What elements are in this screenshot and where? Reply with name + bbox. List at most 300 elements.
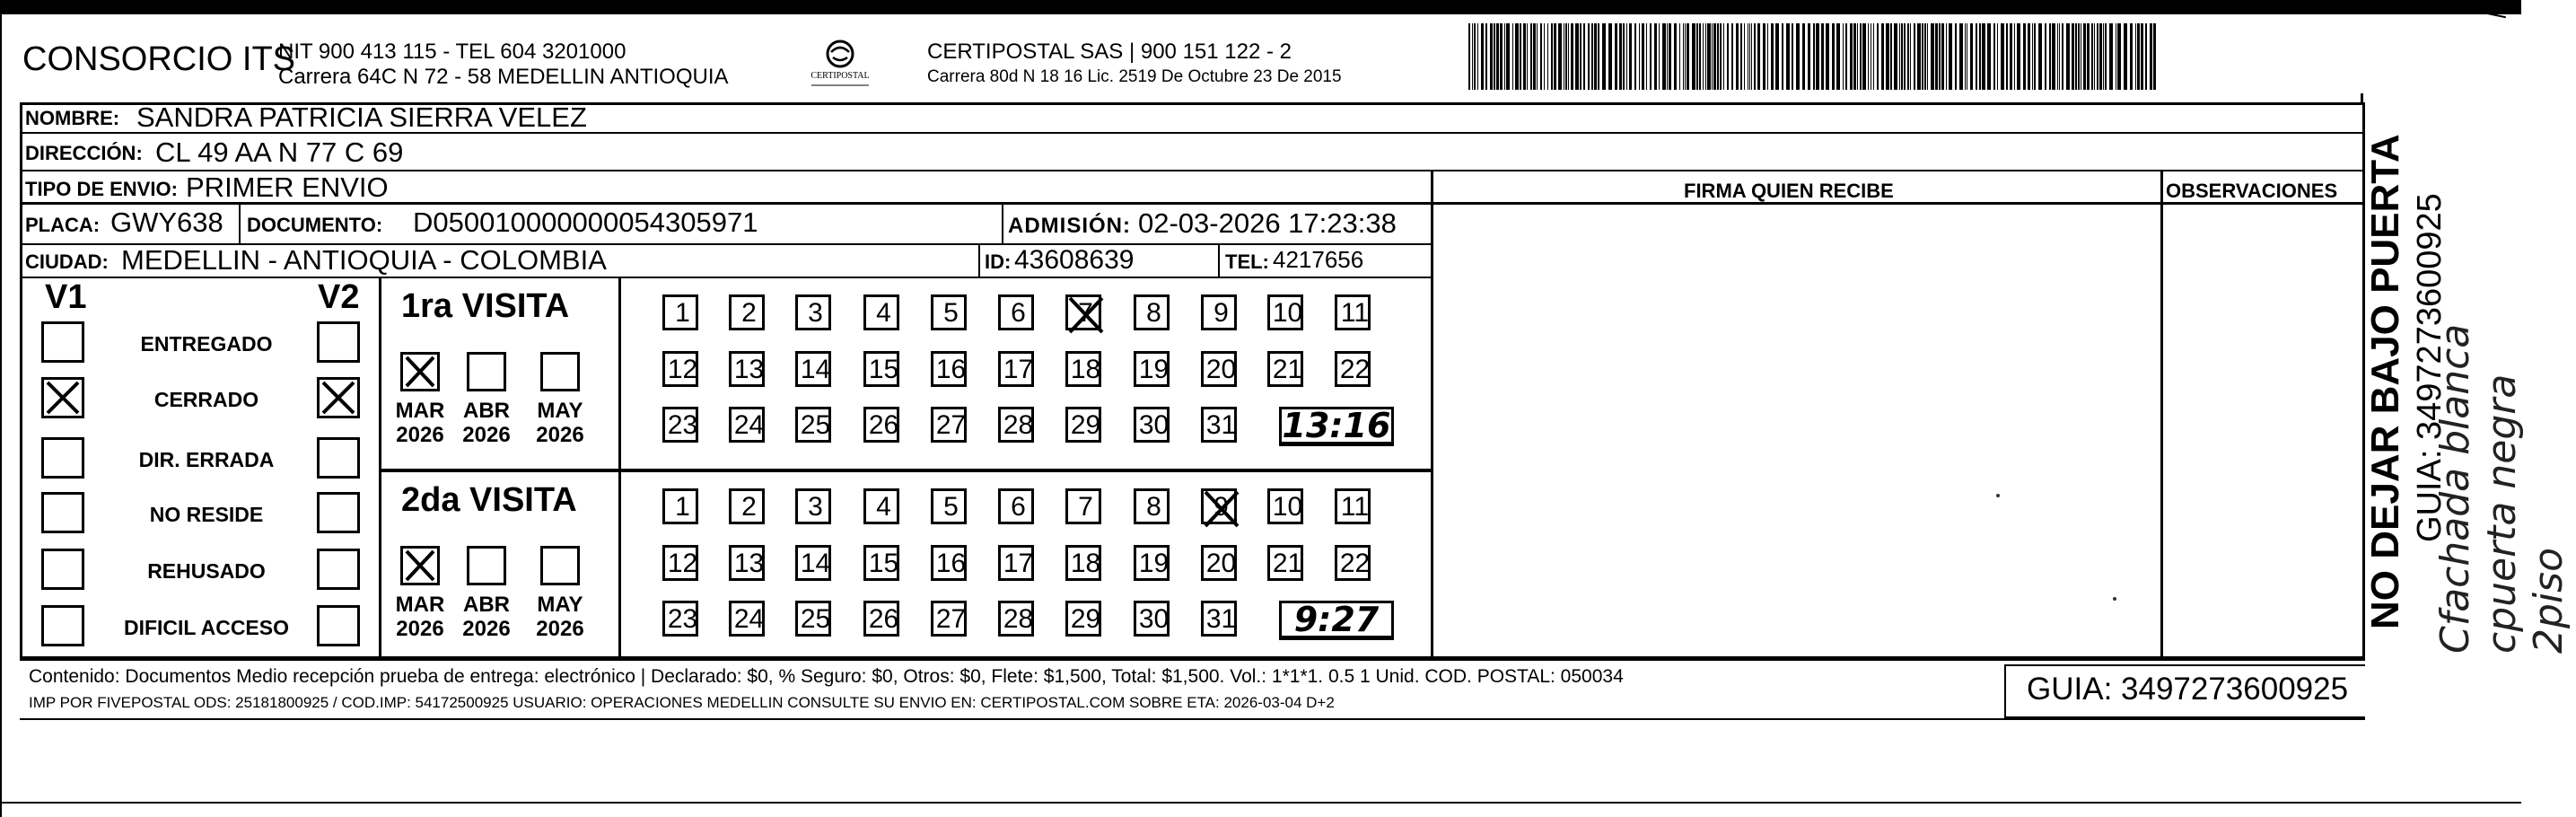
day-box[interactable] bbox=[863, 407, 899, 443]
barcode-bar bbox=[2153, 23, 2156, 90]
barcode-bar bbox=[1506, 23, 1510, 90]
barcode-bar bbox=[1713, 23, 1716, 90]
v1-check-no-reside[interactable] bbox=[41, 492, 84, 533]
barcode-bar bbox=[1547, 23, 1548, 90]
v2-check-rehusado[interactable] bbox=[317, 549, 360, 590]
barcode-bar bbox=[1512, 23, 1513, 90]
day-number: 9 bbox=[1214, 492, 1229, 522]
stray-dot bbox=[1996, 494, 2000, 497]
barcode-bar bbox=[2145, 23, 2147, 90]
month-check-may[interactable] bbox=[540, 352, 580, 391]
side-guia-vertical: GUIA: 3497273600925 bbox=[2411, 193, 2449, 543]
day-number: 3 bbox=[808, 492, 823, 522]
barcode-bar bbox=[1901, 23, 1903, 90]
day-box[interactable] bbox=[998, 294, 1034, 330]
day-number: 7 bbox=[1078, 298, 1093, 328]
barcode-bar bbox=[1976, 23, 1977, 90]
day-number: 23 bbox=[667, 410, 698, 440]
day-box[interactable] bbox=[863, 545, 899, 581]
day-box[interactable] bbox=[1134, 488, 1170, 524]
barcode-bar bbox=[1523, 23, 1526, 90]
day-box[interactable] bbox=[1267, 488, 1303, 524]
barcode-bar bbox=[1907, 23, 1909, 90]
visit-time-box[interactable] bbox=[1279, 407, 1394, 446]
barcode-bar bbox=[1696, 23, 1698, 90]
day-box[interactable] bbox=[1267, 294, 1303, 330]
company-line-1: NIT 900 413 115 - TEL 604 3201000 bbox=[278, 40, 626, 64]
barcode-bar bbox=[1914, 23, 1915, 90]
day-number: 25 bbox=[800, 410, 831, 440]
month-label bbox=[389, 399, 451, 447]
barcode-bar bbox=[2075, 23, 2077, 90]
day-number: 16 bbox=[935, 549, 967, 578]
barcode-bar bbox=[1602, 23, 1606, 90]
barcode-bar bbox=[1924, 23, 1926, 90]
day-box[interactable] bbox=[1201, 545, 1237, 581]
v2-check-entregado[interactable] bbox=[317, 321, 360, 363]
barcode-bar bbox=[2010, 23, 2012, 90]
day-box[interactable] bbox=[729, 351, 765, 387]
document-value: D050010000000054305971 bbox=[413, 206, 758, 238]
day-number: 17 bbox=[1003, 355, 1034, 384]
city-value: MEDELLIN - ANTIOQUIA - COLOMBIA bbox=[121, 244, 607, 276]
barcode-bar bbox=[1615, 23, 1617, 90]
barcode-bar bbox=[1868, 23, 1869, 90]
barcode-bar bbox=[1679, 23, 1680, 90]
day-number: 8 bbox=[1146, 298, 1161, 328]
day-number: 26 bbox=[868, 410, 899, 440]
day-box[interactable] bbox=[863, 488, 899, 524]
barcode-bar bbox=[1575, 23, 1579, 90]
day-number: 10 bbox=[1272, 492, 1303, 522]
barcode-bar bbox=[1955, 23, 1957, 90]
day-box[interactable] bbox=[729, 294, 765, 330]
barcode-bar bbox=[1619, 23, 1622, 90]
day-box[interactable] bbox=[1065, 601, 1101, 637]
day-box[interactable] bbox=[1267, 351, 1303, 387]
barcode-bar bbox=[1832, 23, 1835, 90]
day-box[interactable] bbox=[795, 488, 831, 524]
v1-check-dir-errada[interactable] bbox=[41, 437, 84, 479]
company-line-2: Carrera 64C N 72 - 58 MEDELLIN ANTIOQUIA bbox=[278, 65, 729, 89]
barcode-bar bbox=[1533, 23, 1536, 90]
day-number: 24 bbox=[733, 410, 765, 440]
imp-line: IMP POR FIVEPOSTAL ODS: 25181800925 / COD.IMP: 54172500925 USUARIO: OPERACIONES MEDELLIN CONSULTE SU ENVIO EN: CERTIPOSTAL.COM SOBRE ETA: 2026-03-04 D+2 bbox=[29, 694, 1335, 711]
day-number: 18 bbox=[1070, 355, 1101, 384]
footer-guia: GUIA: 3497273600925 bbox=[2027, 672, 2349, 707]
day-box[interactable] bbox=[1267, 545, 1303, 581]
top-border bbox=[0, 0, 2521, 14]
day-box[interactable] bbox=[931, 407, 967, 443]
month-year: 2026 bbox=[462, 617, 511, 641]
barcode-bar bbox=[1965, 23, 1966, 90]
day-number: 10 bbox=[1272, 298, 1303, 328]
day-box[interactable] bbox=[1335, 294, 1371, 330]
day-number: 11 bbox=[1340, 298, 1370, 328]
barcode-bar bbox=[1862, 23, 1866, 90]
day-number: 6 bbox=[1011, 492, 1026, 522]
visit-title: 2da VISITA bbox=[401, 481, 577, 519]
barcode-bar bbox=[2059, 23, 2060, 90]
barcode-bar bbox=[1568, 23, 1569, 90]
barcode-bar bbox=[1949, 23, 1952, 90]
status-label: ENTREGADO bbox=[140, 332, 273, 356]
barcode-bar bbox=[1485, 23, 1487, 90]
barcode-bar bbox=[1727, 23, 1729, 90]
day-box[interactable] bbox=[998, 407, 1034, 443]
day-number: 3 bbox=[808, 298, 823, 328]
day-box[interactable] bbox=[1201, 601, 1237, 637]
day-number: 13 bbox=[733, 355, 765, 384]
barcode-bar bbox=[2117, 23, 2121, 90]
barcode-bar bbox=[1782, 23, 1783, 90]
month-name: ABR bbox=[463, 593, 510, 617]
obs-header-line bbox=[2160, 202, 2365, 205]
day-number: 14 bbox=[800, 549, 831, 578]
day-box[interactable] bbox=[1201, 294, 1237, 330]
status-label: DIR. ERRADA bbox=[138, 448, 275, 471]
day-number: 7 bbox=[1078, 492, 1093, 522]
barcode-bar bbox=[1674, 23, 1677, 90]
day-number: 6 bbox=[1011, 298, 1026, 328]
cell-divider bbox=[1218, 243, 1220, 277]
barcode-bar bbox=[1654, 23, 1657, 90]
day-number: 31 bbox=[1205, 604, 1237, 634]
v2-check-cerrado[interactable] bbox=[317, 377, 360, 418]
barcode-bar bbox=[1763, 23, 1766, 90]
month-name: MAR bbox=[395, 399, 445, 423]
day-number: 24 bbox=[733, 604, 765, 634]
barcode-bar bbox=[1639, 23, 1640, 90]
barcode-bar bbox=[1982, 23, 1985, 90]
barcode-bar bbox=[2049, 23, 2051, 90]
v1-check-cerrado[interactable] bbox=[41, 377, 84, 418]
day-box[interactable] bbox=[931, 601, 967, 637]
courier-line-2: Carrera 80d N 18 16 Lic. 2519 De Octubre 23 De 2015 bbox=[927, 67, 1342, 86]
document-label: DOCUMENTO: bbox=[247, 214, 383, 236]
day-box[interactable] bbox=[998, 351, 1034, 387]
barcode-bar bbox=[2141, 23, 2143, 90]
v1-check-dificil-acceso[interactable] bbox=[41, 605, 84, 646]
barcode-bar bbox=[1544, 23, 1545, 90]
day-box[interactable] bbox=[1065, 488, 1101, 524]
day-number: 4 bbox=[876, 492, 891, 522]
barcode-bar bbox=[1472, 23, 1473, 90]
v1-check-rehusado[interactable] bbox=[41, 549, 84, 590]
day-box[interactable] bbox=[1134, 351, 1170, 387]
plate-value: GWY638 bbox=[110, 206, 223, 238]
v2-check-dir-errada[interactable] bbox=[317, 437, 360, 479]
day-number: 26 bbox=[868, 604, 899, 634]
month-year: 2026 bbox=[536, 423, 584, 447]
day-box[interactable] bbox=[1065, 351, 1101, 387]
barcode-bar bbox=[1860, 23, 1862, 90]
day-box[interactable] bbox=[1134, 407, 1170, 443]
day-box[interactable] bbox=[931, 488, 967, 524]
day-box[interactable] bbox=[1134, 545, 1170, 581]
barcode-bar bbox=[1626, 23, 1627, 90]
shipment-value: PRIMER ENVIO bbox=[186, 171, 389, 203]
barcode-bar bbox=[1477, 23, 1478, 90]
day-number: 21 bbox=[1272, 355, 1303, 384]
barcode-bar bbox=[1490, 23, 1493, 90]
day-number: 31 bbox=[1205, 410, 1237, 440]
barcode-bar bbox=[2105, 23, 2107, 90]
row-line bbox=[20, 659, 2365, 661]
barcode-bar bbox=[1740, 23, 1742, 90]
day-number: 18 bbox=[1070, 549, 1101, 578]
day-number: 20 bbox=[1205, 355, 1237, 384]
barcode-bar bbox=[1850, 23, 1853, 90]
barcode-bar bbox=[1775, 23, 1779, 90]
barcode-bar bbox=[1662, 23, 1666, 90]
barcode-bar bbox=[1808, 23, 1810, 90]
barcode-bar bbox=[1731, 23, 1733, 90]
v1-header: V1 bbox=[45, 278, 87, 316]
day-number: 21 bbox=[1272, 549, 1303, 578]
barcode-bar bbox=[1504, 23, 1505, 90]
barcode-bar bbox=[1623, 23, 1625, 90]
day-box[interactable] bbox=[795, 407, 831, 443]
day-number: 15 bbox=[868, 549, 899, 578]
day-box[interactable] bbox=[662, 488, 698, 524]
day-number: 1 bbox=[675, 492, 690, 522]
day-box[interactable] bbox=[662, 407, 698, 443]
barcode-bar bbox=[1899, 23, 1900, 90]
day-number: 27 bbox=[935, 410, 967, 440]
day-number: 8 bbox=[1146, 492, 1161, 522]
visit-time: 9:27 bbox=[1293, 600, 1380, 639]
barcode-bar bbox=[2137, 23, 2140, 90]
day-box[interactable] bbox=[795, 545, 831, 581]
day-box[interactable] bbox=[1134, 294, 1170, 330]
month-label bbox=[529, 399, 591, 447]
day-box[interactable] bbox=[729, 488, 765, 524]
month-label bbox=[529, 593, 591, 641]
day-box[interactable] bbox=[1201, 351, 1237, 387]
barcode-bar bbox=[2017, 23, 2020, 90]
barcode-bar bbox=[1496, 23, 1499, 90]
barcode-bar bbox=[1890, 23, 1892, 90]
day-number: 23 bbox=[667, 604, 698, 634]
day-box[interactable] bbox=[795, 601, 831, 637]
barcode-bar bbox=[1910, 23, 1911, 90]
days-left-line bbox=[618, 277, 621, 659]
day-number: 25 bbox=[800, 604, 831, 634]
v2-check-no-reside[interactable] bbox=[317, 492, 360, 533]
city-label: CIUDAD: bbox=[25, 250, 109, 273]
barcode-bar bbox=[1767, 23, 1768, 90]
barcode-bar bbox=[1744, 23, 1745, 90]
day-number: 12 bbox=[667, 549, 698, 578]
barcode-bar bbox=[1796, 23, 1800, 90]
day-box[interactable] bbox=[998, 545, 1034, 581]
barcode-bar bbox=[1699, 23, 1701, 90]
day-box[interactable] bbox=[1335, 545, 1371, 581]
barcode-bar bbox=[2099, 23, 2102, 90]
barcode-bar bbox=[1692, 23, 1695, 90]
barcode-bar bbox=[1873, 23, 1874, 90]
barcode-bar bbox=[1894, 23, 1897, 90]
barcode-bar bbox=[2103, 23, 2104, 90]
barcode-bar bbox=[1757, 23, 1760, 90]
day-box[interactable] bbox=[1065, 545, 1101, 581]
day-box[interactable] bbox=[1201, 488, 1237, 524]
month-label bbox=[455, 593, 518, 641]
barcode-bar bbox=[1558, 23, 1562, 90]
month-check-mar[interactable] bbox=[400, 546, 440, 585]
barcode-bar bbox=[1474, 23, 1476, 90]
barcode-bar bbox=[1917, 23, 1921, 90]
barcode-bar bbox=[2034, 23, 2036, 90]
day-number: 19 bbox=[1138, 549, 1170, 578]
tel-value: 4217656 bbox=[1273, 246, 1364, 273]
plate-label: PLACA: bbox=[25, 214, 101, 236]
month-name: ABR bbox=[463, 399, 510, 423]
day-box[interactable] bbox=[931, 351, 967, 387]
barcode-bar bbox=[1705, 23, 1706, 90]
day-number: 27 bbox=[935, 604, 967, 634]
month-year: 2026 bbox=[396, 617, 444, 641]
barcode-bar bbox=[1494, 23, 1495, 90]
day-number: 28 bbox=[1003, 604, 1034, 634]
v2-check-dificil-acceso[interactable] bbox=[317, 605, 360, 646]
day-box[interactable] bbox=[1065, 407, 1101, 443]
v2-header: V2 bbox=[318, 278, 360, 316]
barcode-bar bbox=[1520, 23, 1521, 90]
barcode-bar bbox=[1481, 23, 1484, 90]
barcode-bar bbox=[1571, 23, 1573, 90]
status-label: CERRADO bbox=[153, 388, 259, 411]
barcode-bar bbox=[1816, 23, 1819, 90]
day-box[interactable] bbox=[1335, 488, 1371, 524]
barcode-bar bbox=[1530, 23, 1532, 90]
month-year: 2026 bbox=[396, 423, 444, 447]
day-box[interactable] bbox=[863, 351, 899, 387]
barcode-bar bbox=[1941, 23, 1944, 90]
barcode-bar bbox=[2045, 23, 2046, 90]
month-check-abr[interactable] bbox=[467, 546, 506, 585]
day-box[interactable] bbox=[729, 407, 765, 443]
day-box[interactable] bbox=[998, 601, 1034, 637]
barcode-bar bbox=[2028, 23, 2030, 90]
barcode-bar bbox=[1565, 23, 1567, 90]
shipment-label: TIPO DE ENVIO: bbox=[25, 178, 178, 200]
barcode-bar bbox=[2062, 23, 2063, 90]
barcode-bar bbox=[1683, 23, 1684, 90]
signature-header: FIRMA QUIEN RECIBE bbox=[1684, 180, 1894, 202]
barcode-bar bbox=[1723, 23, 1724, 90]
barcode-bar bbox=[1935, 23, 1938, 90]
barcode-bar bbox=[1685, 23, 1686, 90]
frame-tick bbox=[2361, 93, 2363, 102]
day-number: 16 bbox=[935, 355, 967, 384]
month-year: 2026 bbox=[536, 617, 584, 641]
footer-bottom-line bbox=[20, 718, 2365, 720]
barcode-bar bbox=[1754, 23, 1756, 90]
month-name: MAY bbox=[537, 399, 583, 423]
admission-label: ADMISIÓN: bbox=[1008, 214, 1131, 238]
barcode-bar bbox=[1836, 23, 1840, 90]
address-label: DIRECCIÓN: bbox=[25, 142, 143, 164]
barcode-bar bbox=[1853, 23, 1856, 90]
barcode-bar bbox=[1904, 23, 1906, 90]
visit-time-box[interactable] bbox=[1279, 601, 1394, 640]
day-number: 13 bbox=[733, 549, 765, 578]
visit-time: 13:16 bbox=[1282, 406, 1391, 445]
day-box[interactable] bbox=[662, 294, 698, 330]
day-box[interactable] bbox=[662, 545, 698, 581]
barcode-bar bbox=[1468, 23, 1470, 90]
barcode bbox=[1468, 23, 2160, 90]
cell-divider bbox=[978, 243, 980, 277]
day-box[interactable] bbox=[1134, 601, 1170, 637]
day-number: 17 bbox=[1003, 549, 1034, 578]
barcode-bar bbox=[1537, 23, 1538, 90]
barcode-bar bbox=[2150, 23, 2152, 90]
barcode-bar bbox=[1922, 23, 1923, 90]
tel-label: TEL: bbox=[1225, 250, 1269, 273]
day-box[interactable] bbox=[931, 545, 967, 581]
signature-column-line bbox=[1431, 170, 1433, 659]
cell-divider bbox=[239, 205, 241, 243]
day-box[interactable] bbox=[863, 294, 899, 330]
observations-handwriting: Cfachada blanca cpuerta negra 2piso bbox=[2432, 323, 2572, 654]
day-number: 22 bbox=[1339, 549, 1371, 578]
barcode-bar bbox=[1588, 23, 1590, 90]
barcode-bar bbox=[1877, 23, 1879, 90]
day-number: 9 bbox=[1214, 298, 1229, 328]
day-number: 5 bbox=[943, 492, 959, 522]
barcode-bar bbox=[2052, 23, 2055, 90]
day-box[interactable] bbox=[662, 351, 698, 387]
day-box[interactable] bbox=[998, 488, 1034, 524]
day-box[interactable] bbox=[931, 294, 967, 330]
day-number: 30 bbox=[1138, 410, 1170, 440]
day-box[interactable] bbox=[1065, 294, 1101, 330]
barcode-bar bbox=[1629, 23, 1632, 90]
barcode-bar bbox=[1931, 23, 1934, 90]
barcode-bar bbox=[2057, 23, 2058, 90]
month-check-may[interactable] bbox=[540, 546, 580, 585]
barcode-bar bbox=[1515, 23, 1519, 90]
courier-line-1: CERTIPOSTAL SAS | 900 151 122 - 2 bbox=[927, 40, 1292, 64]
barcode-bar bbox=[1959, 23, 1963, 90]
day-box[interactable] bbox=[729, 545, 765, 581]
barcode-bar bbox=[1707, 23, 1711, 90]
month-check-mar[interactable] bbox=[400, 352, 440, 391]
barcode-bar bbox=[1591, 23, 1593, 90]
content-line: Contenido: Documentos Medio recepción prueba de entrega: electrónico | Declarado: $0, % Seguro: $0, Otros: $0, Flete: $1,500, Total: $1,500. Vol.: 1*1*1. 0.5 1 Unid. COD. POSTAL: 050034 bbox=[29, 666, 1624, 687]
month-check-abr[interactable] bbox=[467, 352, 506, 391]
day-box[interactable] bbox=[795, 294, 831, 330]
month-year: 2026 bbox=[462, 423, 511, 447]
barcode-bar bbox=[1970, 23, 1973, 90]
day-box[interactable] bbox=[863, 601, 899, 637]
barcode-bar bbox=[1751, 23, 1752, 90]
barcode-bar bbox=[1927, 23, 1928, 90]
day-box[interactable] bbox=[662, 601, 698, 637]
day-box[interactable] bbox=[729, 601, 765, 637]
v1-check-entregado[interactable] bbox=[41, 321, 84, 363]
day-box[interactable] bbox=[1201, 407, 1237, 443]
left-edge bbox=[0, 0, 2, 817]
name-value: SANDRA PATRICIA SIERRA VELEZ bbox=[136, 101, 587, 133]
barcode-bar bbox=[1736, 23, 1739, 90]
barcode-bar bbox=[2078, 23, 2080, 90]
day-box[interactable] bbox=[795, 351, 831, 387]
day-box[interactable] bbox=[1335, 351, 1371, 387]
